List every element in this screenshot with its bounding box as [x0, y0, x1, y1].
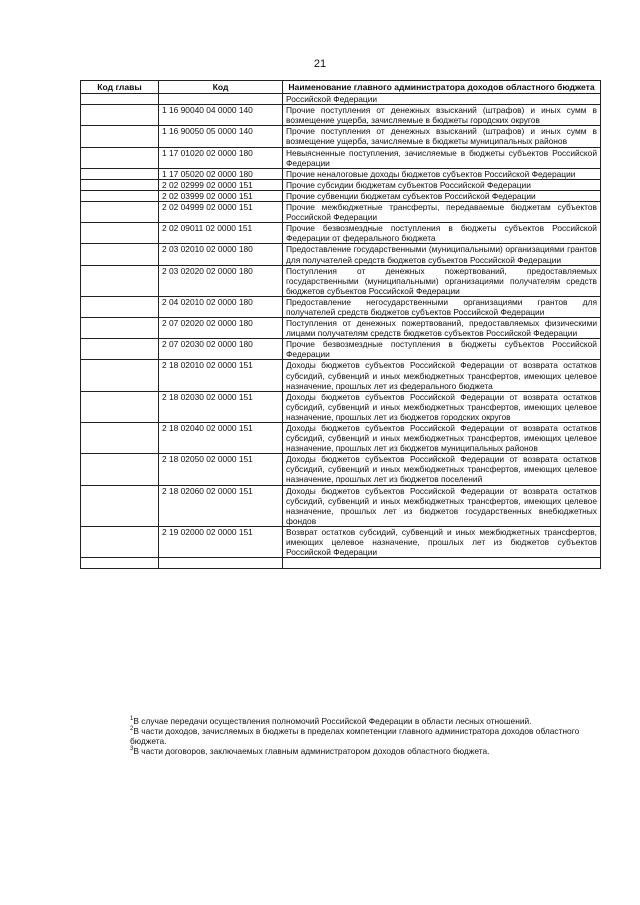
- administrator-name-cell: Прочие субвенции бюджетам субъектов Российской Федерации: [283, 190, 601, 201]
- code-cell: [159, 558, 283, 569]
- chapter-code-cell: [81, 296, 159, 317]
- administrator-name-cell: Поступления от денежных пожертвований, предоставляемых физическими лицами получателям средств бюджетов субъектов Российской Федерации: [283, 318, 601, 339]
- footnote-text: В части доходов, зачисляемых в бюджеты в пределах компетенции главного администратора доходов областного бюджета.: [130, 726, 580, 746]
- table-row: [81, 558, 601, 569]
- table-row: [81, 526, 601, 557]
- administrator-name-cell: Доходы бюджетов субъектов Российской Федерации от возврата остатков субсидий, субвенций и иных межбюджетных трансфертов, имеющих целевое назначение, прошлых лет из федерального бюджета: [283, 360, 601, 391]
- code-cell: 2 02 03999 02 0000 151: [159, 190, 283, 201]
- table-row: [81, 223, 601, 244]
- administrator-name-cell: Возврат остатков субсидий, субвенций и иных межбюджетных трансфертов, имеющих целевое назначение, прошлых лет из бюджетов субъектов Российской Федерации: [283, 526, 601, 557]
- administrator-name-cell: Предоставление негосударственными организациями грантов для получателей средств бюджетов субъектов Российской Федерации: [283, 296, 601, 317]
- footnote-text: В случае передачи осуществления полномочий Российской Федерации в области лесных отношений.: [133, 716, 532, 726]
- administrator-name-cell: Доходы бюджетов субъектов Российской Федерации от возврата остатков субсидий, субвенций и иных межбюджетных трансфертов, имеющих целевое назначение, прошлых лет из бюджетов городских округов: [283, 391, 601, 422]
- table-row: [81, 339, 601, 360]
- chapter-code-cell: [81, 105, 159, 126]
- chapter-code-cell: [81, 223, 159, 244]
- table-row: [81, 423, 601, 454]
- administrator-name-cell: Прочие поступления от денежных взысканий (штрафов) и иных сумм в возмещение ущерба, зачисляемые в бюджеты городских округов: [283, 105, 601, 126]
- chapter-code-cell: [81, 126, 159, 147]
- chapter-code-cell: [81, 423, 159, 454]
- administrator-name-cell: Доходы бюджетов субъектов Российской Федерации от возврата остатков субсидий, субвенций и иных межбюджетных трансфертов, имеющих целевое назначение, прошлых лет из бюджетов муниципальных районов: [283, 423, 601, 454]
- footnote: [130, 746, 600, 756]
- header-chapter-code: Код главы: [81, 81, 159, 94]
- code-cell: 2 02 04999 02 0000 151: [159, 202, 283, 223]
- table-row: [81, 126, 601, 147]
- chapter-code-cell: [81, 339, 159, 360]
- code-cell: 2 18 02010 02 0000 151: [159, 360, 283, 391]
- table-row: [81, 391, 601, 422]
- table-row: [81, 190, 601, 201]
- table-header-row: [81, 81, 601, 94]
- table-row: [81, 318, 601, 339]
- header-code: Код: [159, 81, 283, 94]
- code-cell: [159, 94, 283, 105]
- code-cell: 1 17 05020 02 0000 180: [159, 168, 283, 179]
- chapter-code-cell: [81, 244, 159, 265]
- footnote-mark: 2: [130, 726, 134, 732]
- code-cell: 2 18 02060 02 0000 151: [159, 485, 283, 526]
- header-administrator-name: Наименование главного администратора доходов областного бюджета: [283, 81, 601, 94]
- code-cell: 2 02 02999 02 0000 151: [159, 179, 283, 190]
- table-row: [81, 168, 601, 179]
- code-cell: 2 18 02050 02 0000 151: [159, 454, 283, 485]
- code-cell: 1 17 01020 02 0000 180: [159, 147, 283, 168]
- footnote: [130, 726, 600, 746]
- chapter-code-cell: [81, 360, 159, 391]
- administrator-name-cell: Прочие неналоговые доходы бюджетов субъектов Российской Федерации: [283, 168, 601, 179]
- table-row: [81, 265, 601, 296]
- code-cell: 2 03 02010 02 0000 180: [159, 244, 283, 265]
- table-row: [81, 179, 601, 190]
- chapter-code-cell: [81, 526, 159, 557]
- administrator-name-cell: Доходы бюджетов субъектов Российской Федерации от возврата остатков субсидий, субвенций и иных межбюджетных трансфертов, имеющих целевое назначение, прошлых лет из бюджетов поселений: [283, 454, 601, 485]
- chapter-code-cell: [81, 265, 159, 296]
- table-row: [81, 296, 601, 317]
- administrator-name-cell: Предоставление государственными (муниципальными) организациями грантов для получателей средств бюджетов субъектов Российской Федерации: [283, 244, 601, 265]
- chapter-code-cell: [81, 168, 159, 179]
- chapter-code-cell: [81, 454, 159, 485]
- footnote-mark: 3: [130, 746, 134, 752]
- footnote-mark: 1: [130, 716, 134, 722]
- administrator-name-cell: Российской Федерации: [283, 94, 601, 105]
- footnote-text: В части договоров, заключаемых главным администратором доходов областного бюджета.: [133, 746, 490, 756]
- table-row: [81, 244, 601, 265]
- administrator-name-cell: Прочие межбюджетные трансферты, передаваемые бюджетам субъектов Российской Федерации: [283, 202, 601, 223]
- chapter-code-cell: [81, 147, 159, 168]
- table-row: [81, 360, 601, 391]
- chapter-code-cell: [81, 179, 159, 190]
- footnote: [130, 716, 600, 726]
- code-cell: 2 19 02000 02 0000 151: [159, 526, 283, 557]
- chapter-code-cell: [81, 485, 159, 526]
- administrator-name-cell: Прочие поступления от денежных взысканий (штрафов) и иных сумм в возмещение ущерба, зачисляемые в бюджеты муниципальных районов: [283, 126, 601, 147]
- code-cell: 2 18 02040 02 0000 151: [159, 423, 283, 454]
- administrator-name-cell: Прочие субсидии бюджетам субъектов Российской Федерации: [283, 179, 601, 190]
- code-cell: 2 18 02030 02 0000 151: [159, 391, 283, 422]
- page-number: 21: [313, 58, 327, 70]
- code-cell: 2 02 09011 02 0000 151: [159, 223, 283, 244]
- chapter-code-cell: [81, 391, 159, 422]
- administrator-name-cell: Прочие безвозмездные поступления в бюджеты субъектов Российской Федерации от федерального бюджета: [283, 223, 601, 244]
- revenue-codes-table: [80, 80, 601, 569]
- code-cell: 2 04 02010 02 0000 180: [159, 296, 283, 317]
- chapter-code-cell: [81, 318, 159, 339]
- chapter-code-cell: [81, 558, 159, 569]
- administrator-name-cell: Прочие безвозмездные поступления в бюджеты субъектов Российской Федерации: [283, 339, 601, 360]
- code-cell: 2 07 02020 02 0000 180: [159, 318, 283, 339]
- code-cell: 1 16 90050 05 0000 140: [159, 126, 283, 147]
- code-cell: 2 03 02020 02 0000 180: [159, 265, 283, 296]
- table-row: [81, 105, 601, 126]
- table-row: [81, 485, 601, 526]
- chapter-code-cell: [81, 190, 159, 201]
- administrator-name-cell: Невыясненные поступления, зачисляемые в бюджеты субъектов Российской Федерации: [283, 147, 601, 168]
- table-row: [81, 202, 601, 223]
- administrator-name-cell: Поступления от денежных пожертвований, предоставляемых государственными (муниципальными) организациями получателям средств бюджетов субъектов Российской Федерации: [283, 265, 601, 296]
- code-cell: 1 16 90040 04 0000 140: [159, 105, 283, 126]
- administrator-name-cell: Доходы бюджетов субъектов Российской Федерации от возврата остатков субсидий, субвенций и иных межбюджетных трансфертов, имеющих целевое назначение, прошлых лет из бюджетов государственных внебюджетных фондов: [283, 485, 601, 526]
- footnotes: [130, 716, 600, 756]
- table-row: [81, 94, 601, 105]
- table-row: [81, 147, 601, 168]
- table-row: [81, 454, 601, 485]
- administrator-name-cell: [283, 558, 601, 569]
- code-cell: 2 07 02030 02 0000 180: [159, 339, 283, 360]
- chapter-code-cell: [81, 202, 159, 223]
- chapter-code-cell: [81, 94, 159, 105]
